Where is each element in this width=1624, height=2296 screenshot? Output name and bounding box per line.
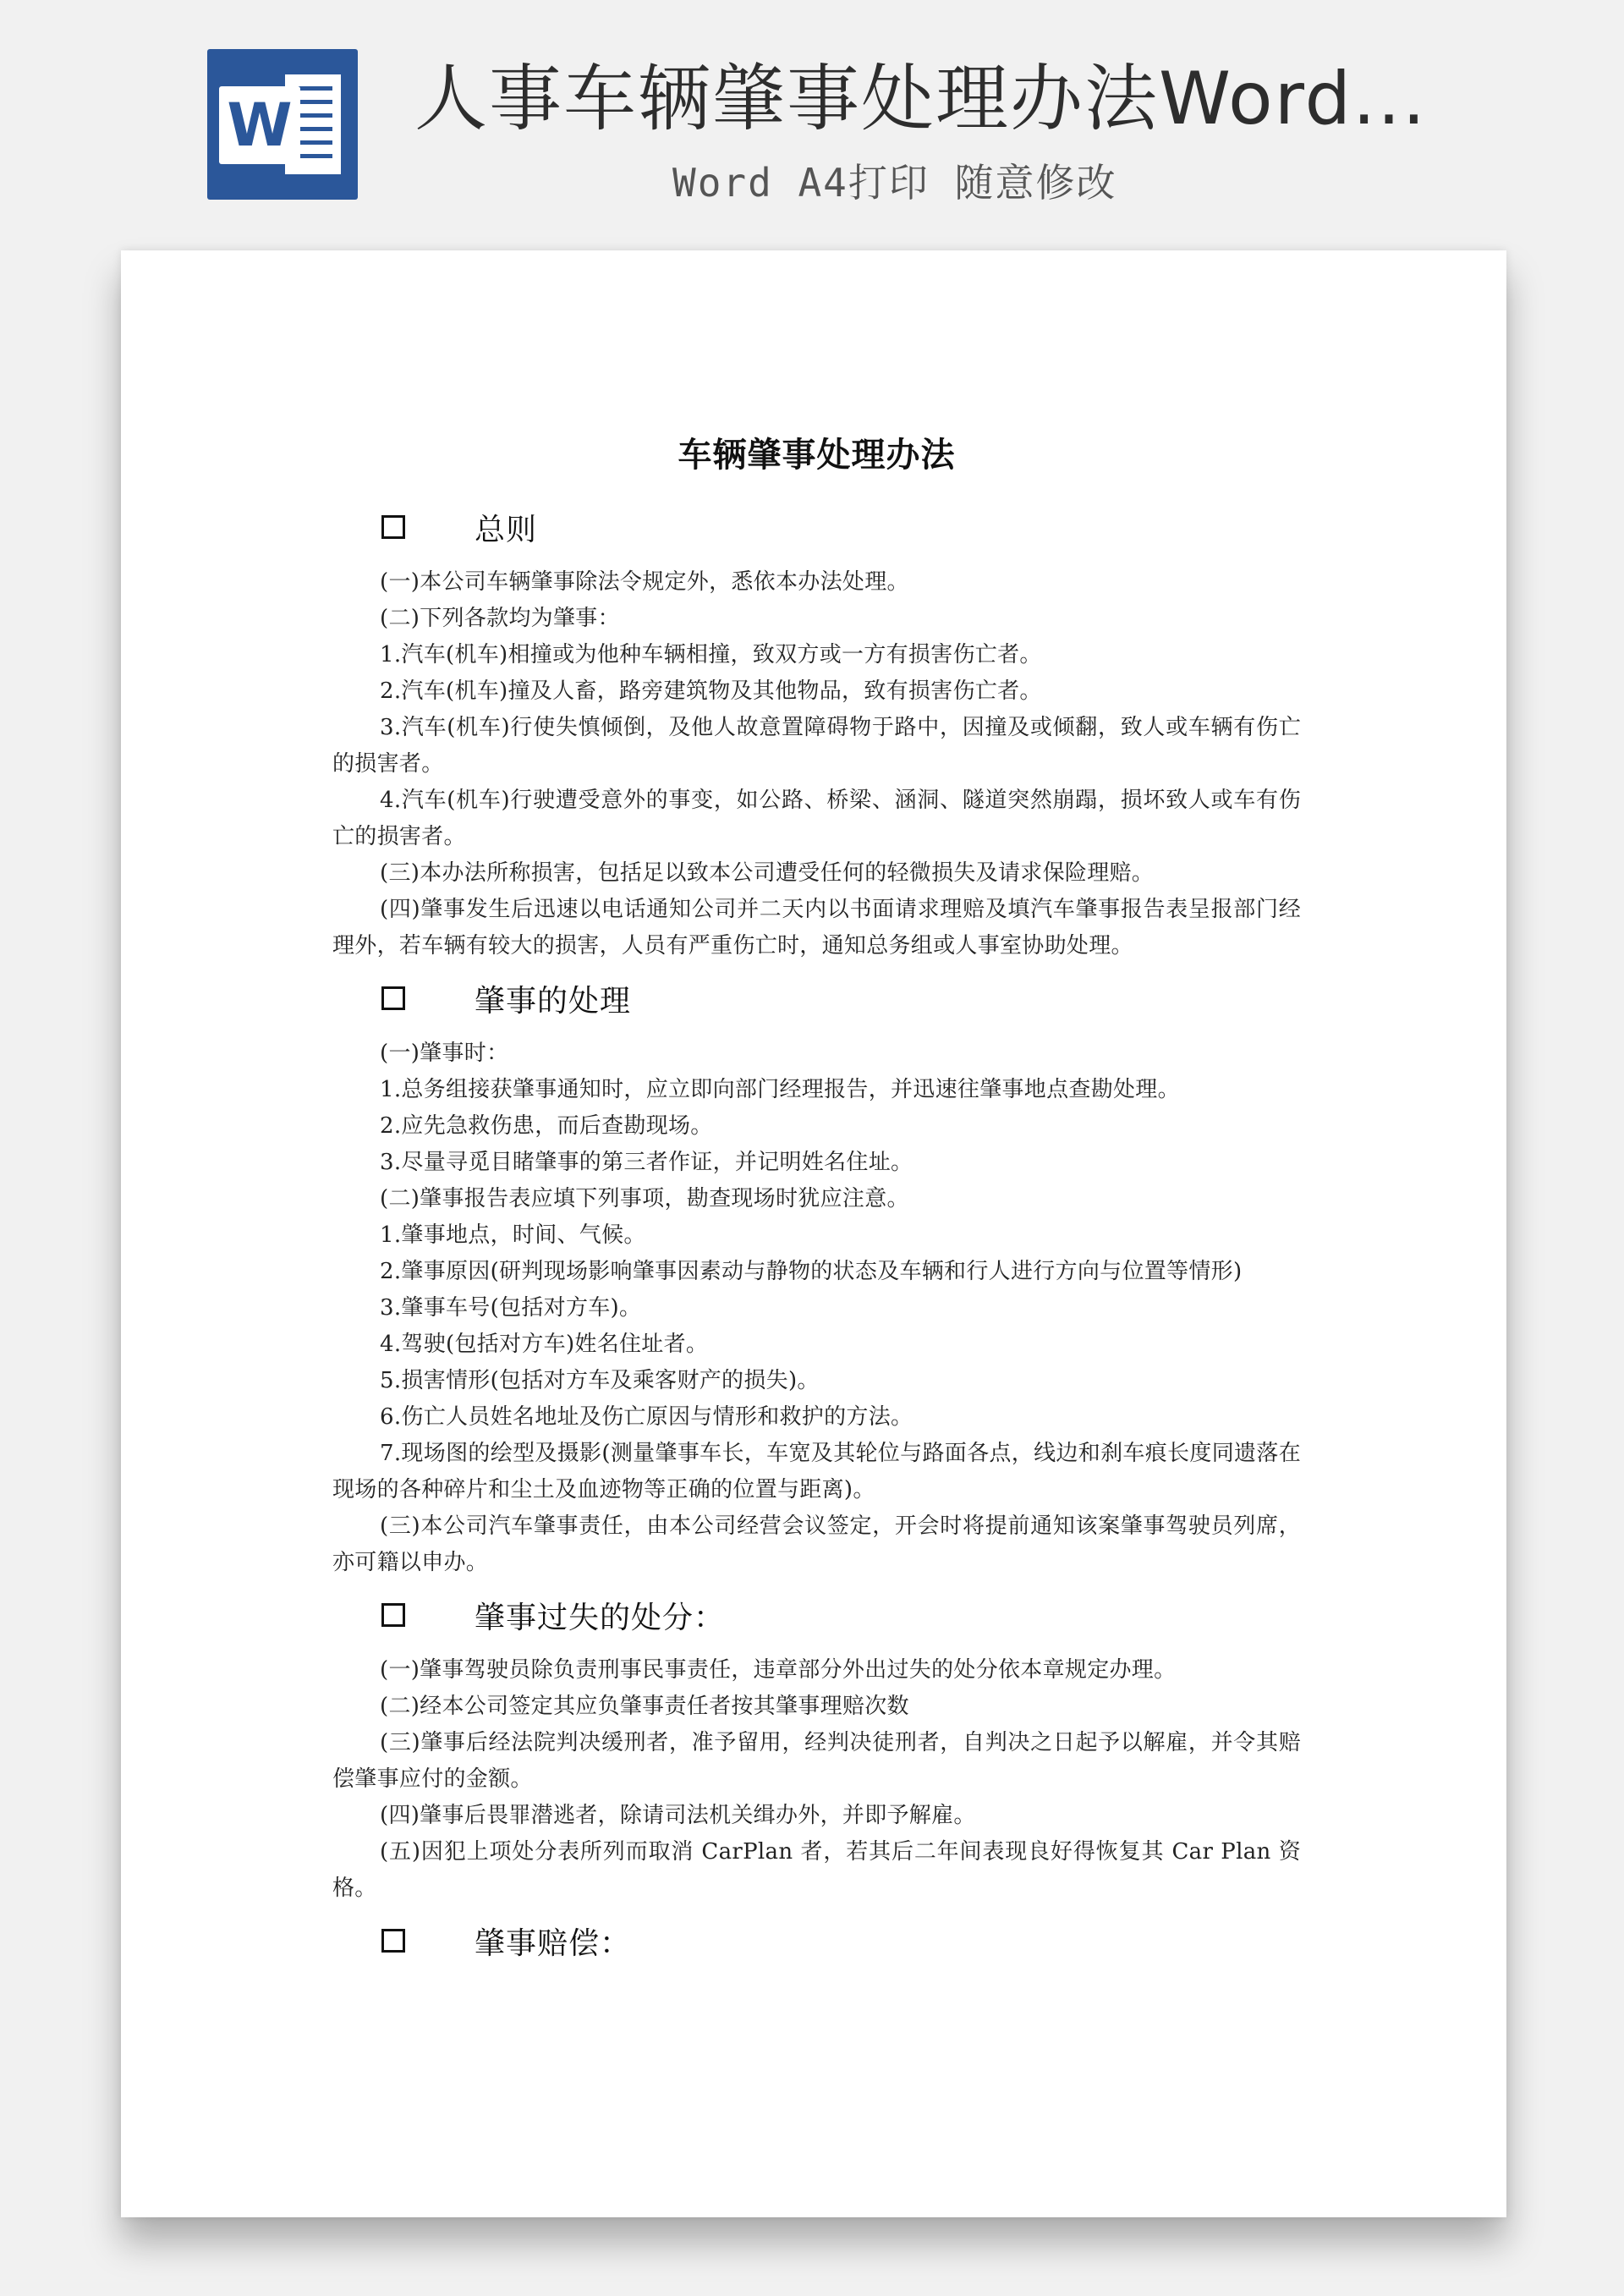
paragraph: (四)肇事后畏罪潜逃者，除请司法机关缉办外，并即予解雇。 [380,1803,976,1828]
header-subtitle: Word A4打印 随意修改 [672,160,1117,206]
checkbox-icon [381,1603,405,1627]
paragraph: 7.现场图的绘型及摄影(测量肇事车长，车宽及其轮位与路面各点，线边和刹车痕长度同遗落在现场的各种碎片和尘土及血迹物等正确的位置与距离)。 [332,1441,1301,1502]
document-title: 车辆肇事处理办法 [678,436,956,475]
paragraph: 2.汽车(机车)撞及人畜，路旁建筑物及其他物品，致有损害伤亡者。 [380,678,1042,704]
section-title: 肇事赔偿： [475,1925,632,1961]
paragraph: 1.总务组接获肇事通知时，应立即向部门经理报告，并迅速往肇事地点查勘处理。 [380,1077,1180,1102]
paragraph: (二)经本公司签定其应负肇事责任者按其肇事理赔次数 [380,1694,909,1719]
section-title: 肇事的处理 [475,983,632,1019]
section-heading [332,976,1301,1020]
paragraph: 4.汽车(机车)行驶遭受意外的事变，如公路、桥梁、涵洞、隧道突然崩蹋，损坏致人或车有伤亡的损害者。 [332,788,1301,849]
section-heading [332,1919,1301,1963]
section-title: 肇事过失的处分： [475,1600,726,1635]
paragraph: 2.应先急救伤患，而后查勘现场。 [380,1113,713,1139]
paragraph: 6.伤亡人员姓名地址及伤亡原因与情形和救护的方法。 [380,1404,914,1430]
paragraph: 1.汽车(机车)相撞或为他种车辆相撞，致双方或一方有损害伤亡者。 [380,642,1042,667]
checkbox-icon [381,1929,405,1953]
paragraph: (二)下列各款均为肇事： [380,606,620,631]
paragraph: (三)肇事后经法院判决缓刑者，准予留用，经判决徒刑者，自判决之日起予以解雇，并令其赔偿肇事应付的金额。 [332,1730,1301,1792]
paragraph: 2.肇事原因(研判现场影响肇事因素动与静物的状态及车辆和行人进行方向与位置等情形) [380,1259,1243,1284]
header-title: 人事车辆肇事处理办法Word... [414,57,1428,141]
paragraph: 4.驾驶(包括对方车)姓名住址者。 [380,1332,709,1357]
page-header [0,0,1624,245]
paragraph: 3.尽量寻觅目睹肇事的第三者作证，并记明姓名住址。 [380,1150,914,1175]
section-heading [332,1593,1301,1637]
checkbox-icon [381,515,405,539]
section-title: 总则 [475,512,538,547]
paragraph: (一)本公司车辆肇事除法令规定外，悉依本办法处理。 [380,569,909,595]
paragraph: (一)肇事驾驶员除负责刑事民事责任，违章部分外出过失的处分依本章规定办理。 [380,1657,1177,1683]
document-page [121,250,1506,2217]
paragraph: (三)本公司汽车肇事责任，由本公司经营会议签定，开会时将提前通知该案肇事驾驶员列席，亦可籍以申办。 [332,1513,1301,1575]
paragraph: (四)肇事发生后迅速以电话通知公司并二天内以书面请求理赔及填汽车肇事报告表呈报部门经理外，若车辆有较大的损害，人员有严重伤亡时，通知总务组或人事室协助处理。 [332,897,1301,958]
checkbox-icon [381,986,405,1010]
section-heading [332,505,1301,549]
paragraph: 3.汽车(机车)行使失慎倾倒，及他人故意置障碍物于路中，因撞及或倾翻，致人或车辆有伤亡的损害者。 [332,715,1301,777]
paragraph: (五)因犯上项处分表所列而取消 CarPlan 者，若其后二年间表现良好得恢复其 Car Plan 资格。 [332,1839,1301,1901]
paragraph: (三)本办法所称损害，包括足以致本公司遭受任何的轻微损失及请求保险理赔。 [380,860,1155,886]
paragraph: (二)肇事报告表应填下列事项，勘查现场时犹应注意。 [380,1186,909,1211]
paragraph: 5.损害情形(包括对方车及乘客财产的损失)。 [380,1368,820,1393]
paragraph: 1.肇事地点，时间、气候。 [380,1222,646,1248]
paragraph: 3.肇事车号(包括对方车)。 [380,1295,642,1321]
word-logo-letter: W [219,86,300,164]
paragraph: (一)肇事时： [380,1041,509,1066]
document-content [332,428,1301,1978]
word-app-icon [207,49,358,200]
